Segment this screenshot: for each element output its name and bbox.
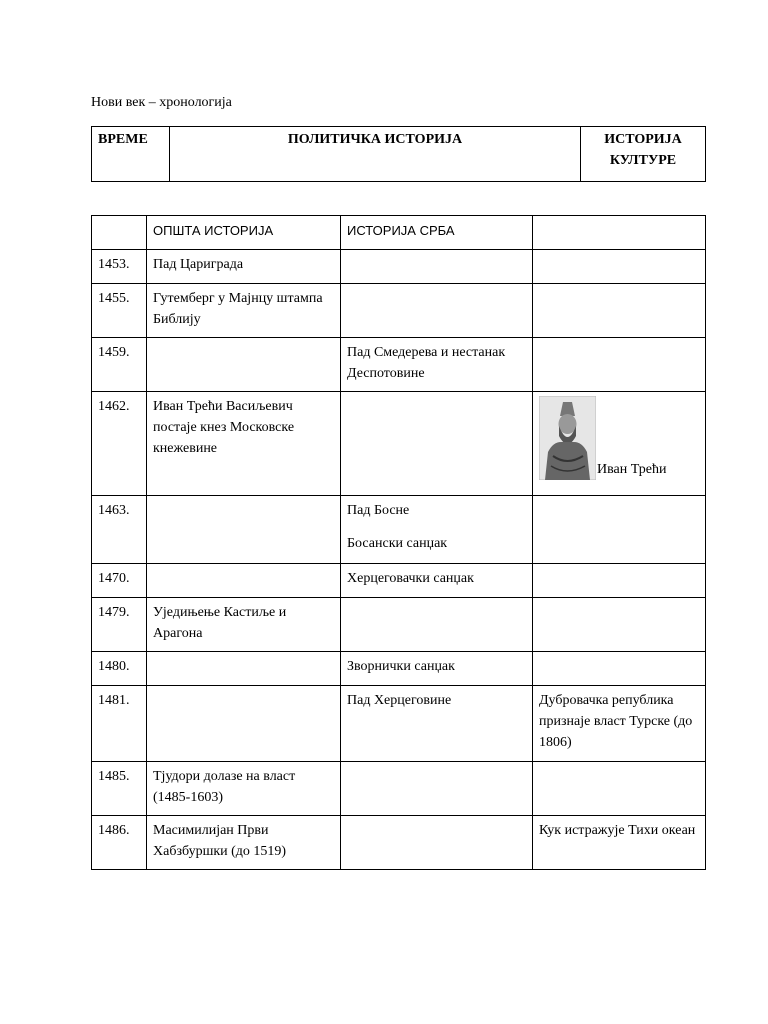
row-serbs: Пад Херцеговине [341, 686, 533, 762]
row-general: Иван Трећи Васиљевич постаје кнез Московске кнежевине [147, 392, 341, 496]
row-serbs [341, 496, 533, 564]
row-serbs-line1: Пад Босне [347, 503, 410, 518]
row-culture: Дубровачка република признаје власт Турске (до 1806) [533, 686, 706, 762]
row-culture [533, 496, 706, 564]
row-year: 1462. [92, 392, 147, 496]
row-general: Пад Цариграда [147, 250, 341, 284]
row-year: 1463. [92, 496, 147, 564]
row-culture [533, 250, 706, 284]
header-time: ВРЕМЕ [92, 127, 170, 182]
col-year-header [92, 216, 147, 250]
row-culture [533, 652, 706, 686]
row-general [147, 652, 341, 686]
row-serbs [341, 762, 533, 816]
col-serbian-history-header: ИСТОРИЈА СРБА [341, 216, 533, 250]
row-year: 1480. [92, 652, 147, 686]
row-general: Масимилијан Први Хабзбуршки (до 1519) [147, 816, 341, 870]
row-serbs: Пад Смедерева и нестанак Деспотовине [341, 338, 533, 392]
row-general [147, 686, 341, 762]
row-year: 1459. [92, 338, 147, 392]
row-year: 1453. [92, 250, 147, 284]
row-serbs [341, 284, 533, 338]
header-culture-line2: КУЛТУРЕ [609, 153, 677, 168]
row-general [147, 496, 341, 564]
row-serbs [341, 392, 533, 496]
row-year: 1485. [92, 762, 147, 816]
table-row [92, 652, 706, 686]
row-general: Гутемберг у Мајнцу штампа Библију [147, 284, 341, 338]
row-culture [533, 392, 706, 496]
table-row [92, 564, 706, 598]
row-year: 1455. [92, 284, 147, 338]
row-serbs-line2: Босански санџак [347, 536, 448, 551]
header-political-history: ПОЛИТИЧКА ИСТОРИЈА [170, 127, 581, 182]
row-culture [533, 284, 706, 338]
row-culture [533, 564, 706, 598]
row-general [147, 338, 341, 392]
row-culture [533, 338, 706, 392]
table-row [92, 816, 706, 870]
table-row [92, 496, 706, 564]
row-year: 1470. [92, 564, 147, 598]
document-title: Нови век – хронологија [91, 95, 232, 110]
table-row [92, 598, 706, 652]
row-year: 1481. [92, 686, 147, 762]
column-header-row [92, 216, 706, 250]
row-serbs [341, 250, 533, 284]
row-culture: Кук истражује Тихи океан [533, 816, 706, 870]
row-year: 1486. [92, 816, 147, 870]
table-row [92, 284, 706, 338]
row-general: Уједињење Кастиље и Арагона [147, 598, 341, 652]
table-row [92, 338, 706, 392]
chronology-table [91, 215, 706, 870]
row-serbs [341, 598, 533, 652]
portrait-caption: Иван Трећи [597, 462, 667, 477]
header-culture-history [581, 127, 706, 182]
row-serbs [341, 816, 533, 870]
col-general-history-header: ОПШТА ИСТОРИЈА [147, 216, 341, 250]
portrait-image [539, 396, 596, 480]
col-culture-header [533, 216, 706, 250]
row-year: 1479. [92, 598, 147, 652]
row-serbs: Зворнички санџак [341, 652, 533, 686]
row-serbs: Херцеговачки санџак [341, 564, 533, 598]
row-culture [533, 598, 706, 652]
row-general: Тјудори долазе на власт (1485-1603) [147, 762, 341, 816]
header-table [91, 126, 706, 182]
table-row [92, 686, 706, 762]
table-row [92, 392, 706, 496]
table-row [92, 762, 706, 816]
row-general [147, 564, 341, 598]
header-culture-line1: ИСТОРИЈА [604, 132, 682, 147]
table-row [92, 250, 706, 284]
row-culture [533, 762, 706, 816]
